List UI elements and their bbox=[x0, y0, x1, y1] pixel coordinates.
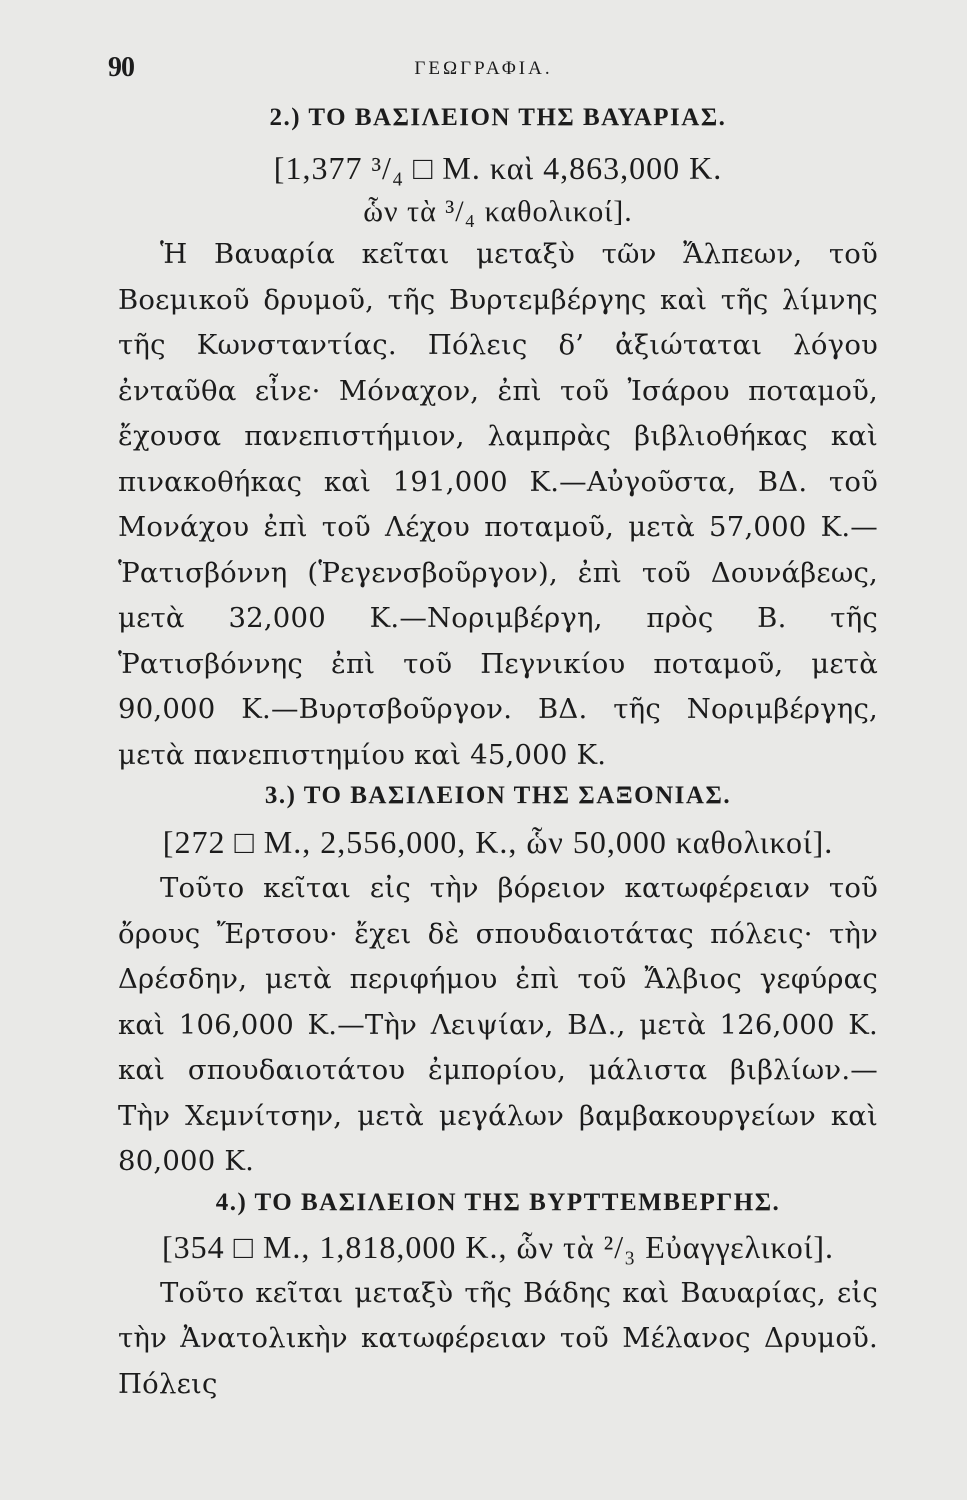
section-stats-bavaria bbox=[118, 144, 878, 232]
section-heading-bavaria: 2.) ΤΟ ΒΑΣΙΛΕΙΟΝ ΤΗΣ ΒΑΥΑΡΙΑΣ. bbox=[269, 104, 727, 131]
section-heading-saxony: 3.) ΤΟ ΒΑΣΙΛΕΙΟΝ ΤΗΣ ΣΑΞΟΝΙΑΣ. bbox=[264, 782, 732, 809]
stats-line: [272 □ Μ., 2,556,000, Κ., ὧν 50,000 καθολικοί]. bbox=[162, 824, 834, 860]
stats-line: ὧν τὰ ³/₄ καθολικοί]. bbox=[363, 195, 633, 228]
stats-line: [354 □ Μ., 1,818,000 Κ., ὧν τὰ ²/₃ Εὐαγγελικοί]. bbox=[161, 1228, 835, 1265]
stats-line: [1,377 ³/₄ □ Μ. καὶ 4,863,000 Κ. bbox=[273, 150, 723, 186]
running-title: ΓΕΩΓΡΑΦΙΑ. bbox=[414, 58, 553, 79]
section-body-wurttemberg: Τοῦτο κεῖται μεταξὺ τῆς Βάδης καὶ Βαυαρίας, εἰς τὴν Ἀνατολικὴν κατωφέρειαν τοῦ Μέλανος Δρυμοῦ. Πόλεις bbox=[118, 1276, 878, 1400]
section-heading-wurttemberg: 4.) ΤΟ ΒΑΣΙΛΕΙΟΝ ΤΗΣ ΒΥΡΤΤΕΜΒΕΡΓΗΣ. bbox=[215, 1188, 781, 1216]
section-body-bavaria: Ἡ Βαυαρία κεῖται μεταξὺ τῶν Ἄλπεων, τοῦ Βοεμικοῦ δρυμοῦ, τῆς Βυρτεμβέργης καὶ τῆς λίμνης τῆς Κωνσταντίας. Πόλεις δ’ ἀξιώταται λόγου ἐνταῦθα εἶνε· Μόναχον, ἐπὶ τοῦ Ἰσάρου ποταμοῦ, ἔχουσα πανεπιστήμιον, λαμπρὰς βιβλιοθήκας καὶ πινακοθήκας καὶ 191,000 Κ.—Αὐγοῦστα, ΒΔ. τοῦ Μονάχου ἐπὶ τοῦ Λέχου ποταμοῦ, μετὰ 57,000 Κ.—Ῥατισβόννη (Ῥεγενσβοῦργον), ἐπὶ τοῦ Δουνάβεως, μετὰ 32,000 Κ.—Νοριμβέργη, πρὸς Β. τῆς Ῥατισβόννης ἐπὶ τοῦ Πεγνικίου ποταμοῦ, μετὰ 90,000 Κ.—Βυρτσβοῦργον. ΒΔ. τῆς Νοριμβέργης, μετὰ πανεπιστημίου καὶ 45,000 Κ. bbox=[118, 238, 878, 771]
page-number: 90 bbox=[108, 52, 134, 83]
section-body-saxony: Τοῦτο κεῖται εἰς τὴν βόρειον κατωφέρειαν τοῦ ὄρους Ἔρτσου· ἔχει δὲ σπουδαιοτάτας πόλεις· τὴν Δρέσδην, μετὰ περιφήμου ἐπὶ τοῦ Ἄλβιος γεφύρας καὶ 106,000 Κ.—Τὴν Λειψίαν, ΒΔ., μετὰ 126,000 Κ. καὶ σπουδαιοτάτου ἐμπορίου, μάλιστα βιβλίων.— Τὴν Χεμνίτσην, μετὰ μεγάλων βαμβακουργείων καὶ 80,000 Κ. bbox=[118, 872, 878, 1177]
page-content bbox=[118, 100, 878, 1407]
section-stats-wurttemberg bbox=[118, 1223, 878, 1271]
running-head bbox=[0, 52, 967, 92]
section-stats-saxony bbox=[118, 818, 878, 866]
